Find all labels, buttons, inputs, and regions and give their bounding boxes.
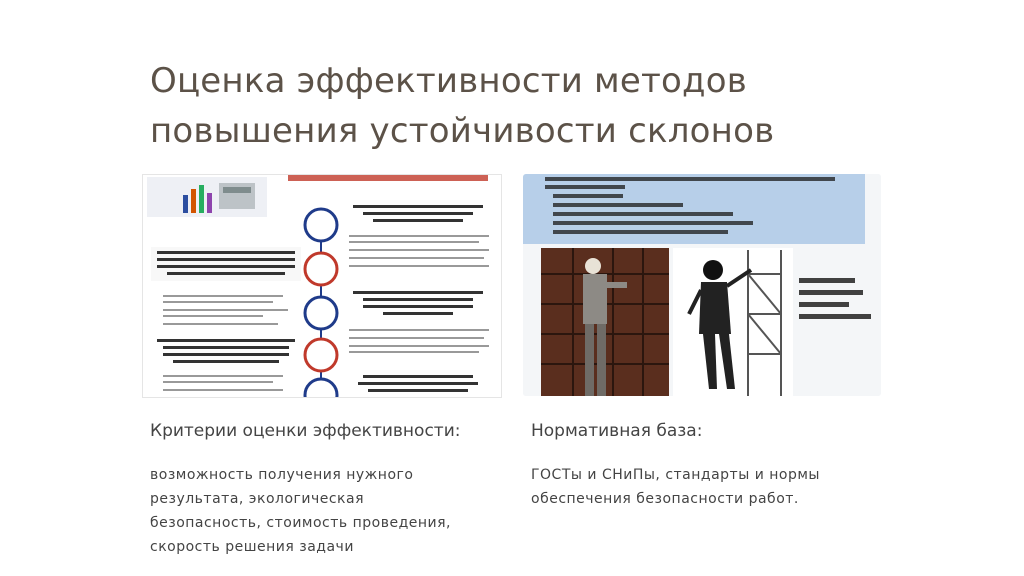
criteria-line: результата, экологическая xyxy=(150,491,365,507)
normative-text xyxy=(531,463,891,511)
effectiveness-diagram-image xyxy=(142,174,502,398)
title-line-2: повышения устойчивости склонов xyxy=(150,111,775,151)
effectiveness-diagram-graphic xyxy=(143,175,501,397)
title-line-1: Оценка эффективности методов xyxy=(150,61,747,101)
normative-line: ГОСТы и СНиПы, стандарты и нормы xyxy=(531,467,820,483)
normative-line: обеспечения безопасности работ. xyxy=(531,491,799,507)
criteria-text xyxy=(150,463,510,559)
criteria-line: возможность получения нужного xyxy=(150,467,414,483)
criteria-line: безопасность, стоимость проведения, xyxy=(150,515,451,531)
criteria-heading: Критерии оценки эффективности: xyxy=(150,421,461,441)
worker-photo xyxy=(541,248,669,396)
harness-illustration xyxy=(673,248,793,396)
slide-title xyxy=(150,56,910,156)
criteria-line: скорость решения задачи xyxy=(150,539,354,555)
normative-base-heading: Нормативная база: xyxy=(531,421,703,441)
safety-harness-graphic xyxy=(523,174,881,396)
safety-harness-image xyxy=(523,174,881,396)
